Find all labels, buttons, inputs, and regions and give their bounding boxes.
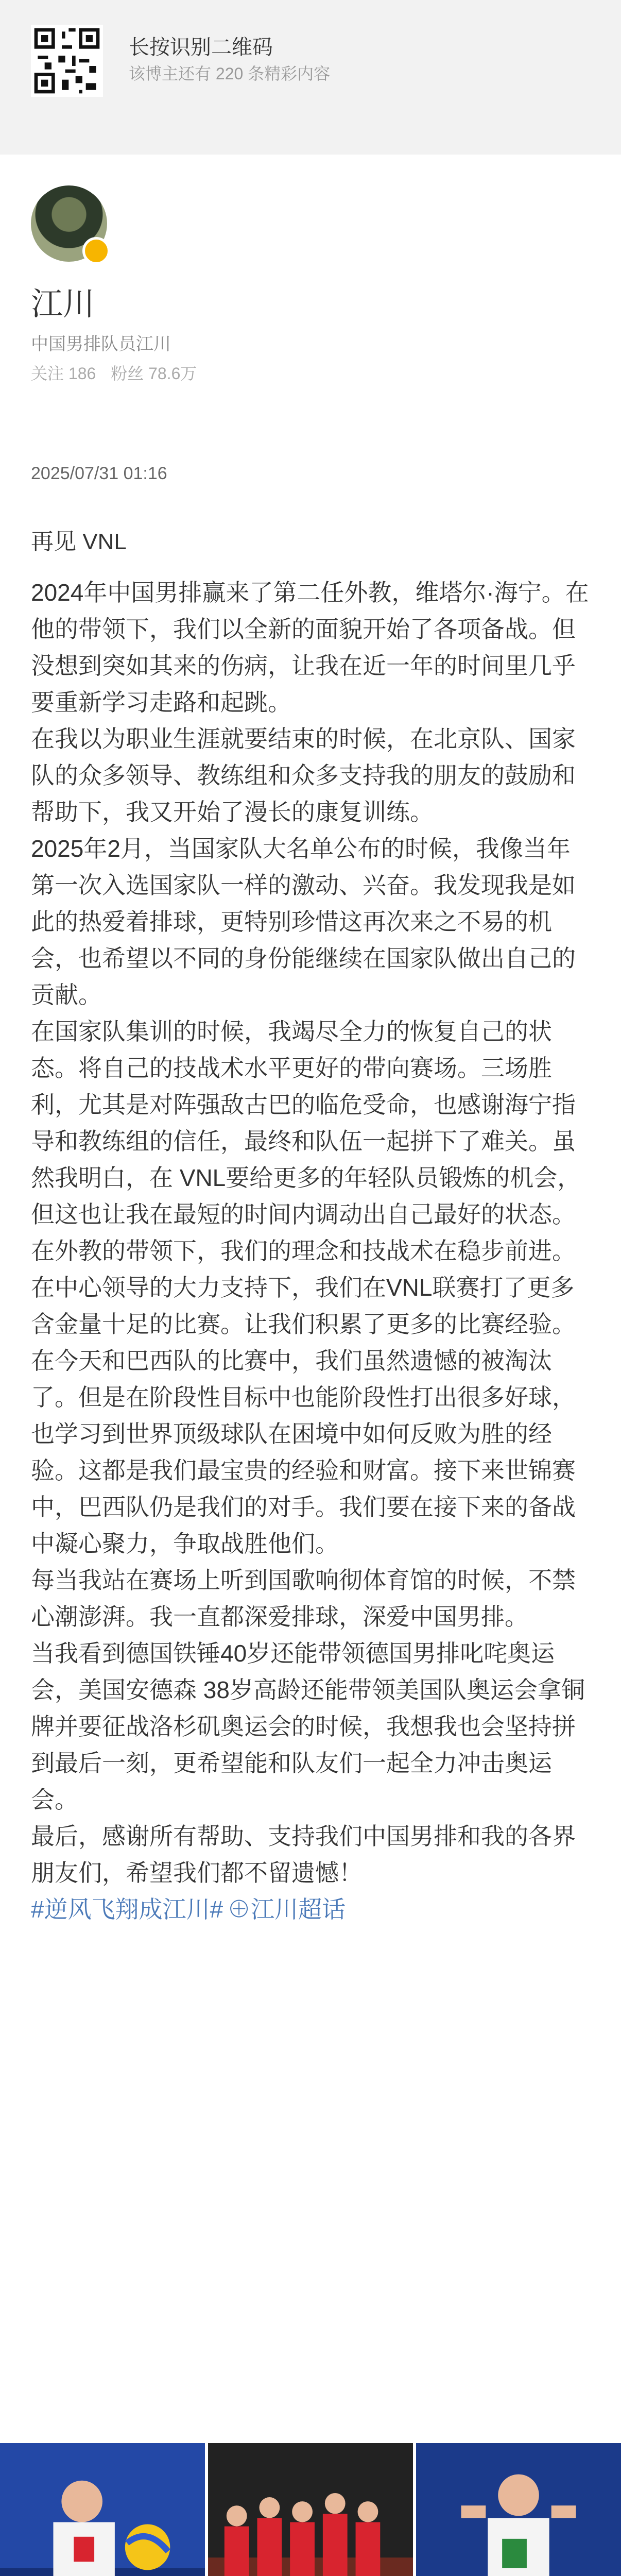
- paragraph: 每当我站在赛场上听到国歌响彻体育馆的时候，不禁心潮澎湃。我一直都深爱排球，深爱中国男排。: [31, 1567, 576, 1630]
- author-stats: [31, 361, 207, 384]
- verified-badge-icon: [82, 237, 110, 265]
- post-date: 2025/07/31 01:16: [31, 464, 167, 483]
- photo-tile[interactable]: [416, 2443, 621, 2576]
- image-grid: [0, 2443, 621, 2576]
- top-title: 长按识别二维码: [129, 36, 273, 59]
- paragraph: 最后，感谢所有帮助、支持我们中国男排和我的各界朋友们，希望我们都不留遗憾！: [31, 1823, 576, 1886]
- post-body: [31, 574, 592, 1928]
- qr-code-small[interactable]: [31, 25, 103, 97]
- photo-tile[interactable]: [208, 2443, 413, 2576]
- author-name[interactable]: 江川: [31, 286, 95, 322]
- tag-row: [31, 1891, 592, 1928]
- verified-description: 中国男排队员江川: [31, 334, 171, 354]
- photo-tile[interactable]: [0, 2443, 205, 2576]
- paragraph: 在国家队集训的时候，我竭尽全力的恢复自己的状态。将自己的技战术水平更好的带向赛场。三场胜利，尤其是对阵强敌古巴的临危受命，也感谢海宁指导和教练组的信任，最终和队伍一起拼下了难关。虽然我明白，在 VNL要给更多的年轻队员锻炼的机会，但这也让我在最短的时间内调动出自己最好的状态。: [31, 1018, 581, 1228]
- paragraph: 在外教的带领下，我们的理念和技战术在稳步前进。在中心领导的大力支持下，我们在VNL联赛打了更多含金量十足的比赛。让我们积累了更多的比赛经验。在今天和巴西队的比赛中，我们虽然遗憾的被淘汰了。但是在阶段性目标中也能阶段性打出很多好球，也学习到世界顶级球队在困境中如何反败为胜的经验。这都是我们最宝贵的经验和财富。接下来世锦赛中，巴西队仍是我们的对手。我们要在接下来的备战中凝心聚力，争取战胜他们。: [31, 1238, 576, 1557]
- post-card: [0, 155, 621, 2576]
- paragraph: 2025年2月，当国家队大名单公布的时候，我像当年第一次入选国家队一样的激动、兴奋。我发现我是如此的热爱着排球，更特别珍惜这再次来之不易的机会，也希望以不同的身份能继续在国家队做出自己的贡献。: [31, 835, 576, 1008]
- paragraph: 在我以为职业生涯就要结束的时候，在北京队、国家队的众多领导、教练组和众多支持我的朋友的鼓励和帮助下，我又开始了漫长的康复训练。: [31, 725, 576, 825]
- paragraph: 当我看到德国铁锤40岁还能带领德国男排叱咤奥运会，美国安德森 38岁高龄还能带领美国队奥运会拿铜牌并要征战洛杉矶奥运会的时候，我想我也会坚持拼到最后一刻，更希望能和队友们一起全力冲击奥运会。: [31, 1640, 585, 1813]
- super-topic-label: 江川超话: [251, 1896, 346, 1923]
- paragraph: 2024年中国男排赢来了第二任外教，维塔尔·海宁。在他的带领下，我们以全新的面貌开始了各项备战。但没想到突如其来的伤病，让我在近一年的时间里几乎要重新学习走路和起跳。: [31, 579, 589, 716]
- follow-count: 关注 186: [31, 364, 96, 383]
- top-subtitle: 该博主还有 220 条精彩内容: [129, 64, 331, 83]
- super-topic-link[interactable]: ⊕江川超话: [227, 1896, 346, 1923]
- top-share-bar: [0, 0, 621, 113]
- follower-count: 粉丝 78.6万: [111, 364, 197, 383]
- hashtag-link[interactable]: #逆风飞翔成江川#: [31, 1896, 223, 1923]
- post-title: 再见 VNL: [31, 529, 127, 554]
